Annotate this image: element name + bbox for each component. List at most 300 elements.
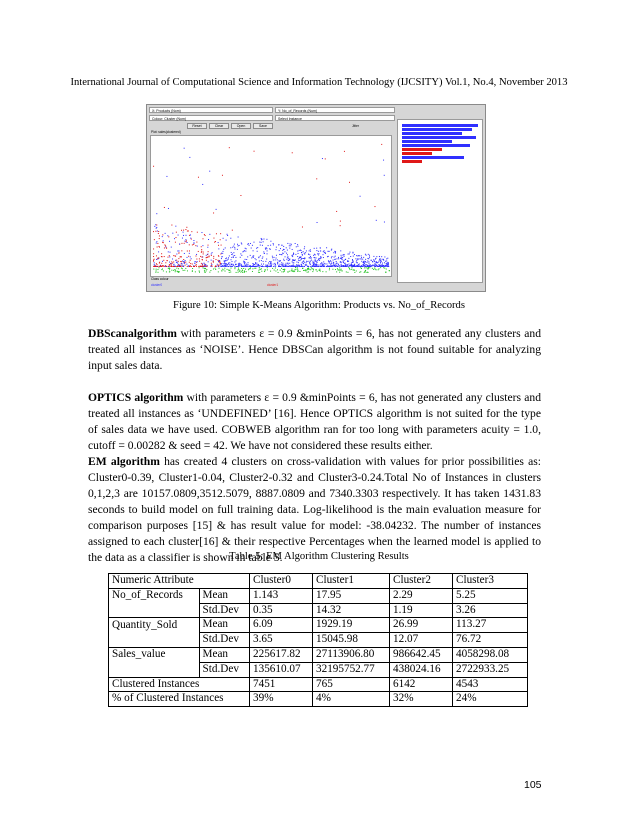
plot-point <box>266 259 267 260</box>
plot-point <box>181 265 182 266</box>
plot-point <box>278 265 279 266</box>
plot-point <box>185 260 186 261</box>
plot-point <box>305 258 306 259</box>
plot-point <box>312 262 313 263</box>
legend-bar <box>402 152 432 155</box>
plot-point <box>221 263 222 264</box>
plot-point <box>305 265 306 266</box>
table-row <box>109 677 528 692</box>
plot-point <box>171 247 172 248</box>
plot-point <box>372 261 373 262</box>
plot-point <box>303 266 304 267</box>
plot-point <box>260 245 261 246</box>
plot-point <box>379 265 380 266</box>
plot-point <box>371 260 372 261</box>
scatter-svg <box>151 136 391 276</box>
plot-point <box>186 235 187 236</box>
plot-point <box>250 255 251 256</box>
plot-point <box>299 250 300 251</box>
attribute-cell-empty <box>109 633 200 648</box>
plot-point <box>284 269 285 270</box>
plot-point <box>172 263 173 264</box>
plot-point <box>257 251 258 252</box>
select-instance-dropdown[interactable]: Select Instance <box>275 115 395 121</box>
table-row <box>109 603 528 618</box>
plot-point <box>156 269 157 270</box>
plot-point <box>333 260 334 261</box>
plot-point <box>171 265 172 266</box>
reset-button[interactable]: Reset <box>187 123 207 129</box>
plot-point <box>291 244 292 245</box>
plot-point <box>279 250 280 251</box>
page-number: 105 <box>524 779 542 791</box>
figure-caption: Figure 10: Simple K-Means Algorithm: Products vs. No_of_Records <box>173 300 465 311</box>
plot-point <box>273 243 274 244</box>
plot-point <box>252 266 253 267</box>
plot-point <box>185 268 186 269</box>
plot-point <box>339 269 340 270</box>
plot-point <box>280 266 281 267</box>
plot-point <box>320 257 321 258</box>
plot-point <box>175 271 176 272</box>
plot-point <box>261 268 262 269</box>
plot-point <box>180 261 181 262</box>
legend-bar <box>402 132 462 135</box>
plot-point <box>259 242 260 243</box>
plot-point <box>304 246 305 247</box>
plot-point <box>256 263 257 264</box>
value-cell: 4543 <box>453 677 528 692</box>
plot-point <box>183 261 184 262</box>
plot-point <box>293 262 294 263</box>
plot-point <box>375 258 376 259</box>
value-cell: 39% <box>250 692 313 707</box>
plot-point <box>383 160 384 161</box>
plot-point <box>195 245 196 246</box>
plot-point <box>223 266 224 267</box>
plot-point <box>296 262 297 263</box>
plot-point <box>202 245 203 246</box>
value-cell: 26.99 <box>390 618 453 633</box>
plot-point <box>180 266 181 267</box>
plot-point <box>353 256 354 257</box>
plot-point <box>175 266 176 267</box>
plot-point <box>297 270 298 271</box>
legend-bar <box>402 124 478 127</box>
value-cell: 27113906.80 <box>313 647 390 662</box>
plot-point <box>264 266 265 267</box>
plot-point <box>271 266 272 267</box>
plot-point <box>172 233 173 234</box>
plot-point <box>158 272 159 273</box>
plot-point <box>153 231 154 232</box>
plot-point <box>181 230 182 231</box>
plot-point <box>332 266 333 267</box>
scatter-plot[interactable] <box>150 135 392 277</box>
plot-point <box>188 230 189 231</box>
plot-point <box>317 266 318 267</box>
plot-point <box>156 213 157 214</box>
table-row <box>109 662 528 677</box>
plot-point <box>307 272 308 273</box>
save-button[interactable]: Save <box>253 123 273 129</box>
plot-point <box>260 255 261 256</box>
plot-point <box>169 269 170 270</box>
plot-point <box>238 236 239 237</box>
plot-point <box>258 270 259 271</box>
plot-point <box>245 265 246 266</box>
plot-point <box>299 257 300 258</box>
plot-point <box>343 260 344 261</box>
plot-point <box>275 266 276 267</box>
plot-point <box>333 266 334 267</box>
em-results-table <box>108 573 528 707</box>
plot-point <box>285 264 286 265</box>
plot-point <box>163 240 164 241</box>
plot-point <box>202 184 203 185</box>
plot-point <box>201 246 202 247</box>
plot-point <box>382 264 383 265</box>
plot-point <box>284 251 285 252</box>
plot-point <box>160 265 161 266</box>
plot-point <box>234 255 235 256</box>
plot-point <box>312 271 313 272</box>
plot-point <box>309 254 310 255</box>
plot-point <box>215 259 216 260</box>
plot-point <box>265 269 266 270</box>
plot-point <box>242 272 243 273</box>
plot-point <box>284 260 285 261</box>
plot-point <box>185 239 186 240</box>
plot-point <box>380 267 381 268</box>
plot-point <box>255 268 256 269</box>
plot-point <box>179 252 180 253</box>
plot-point <box>312 268 313 269</box>
plot-point <box>182 264 183 265</box>
plot-point <box>277 259 278 260</box>
plot-point <box>292 261 293 262</box>
plot-point <box>190 256 191 257</box>
plot-point <box>329 269 330 270</box>
plot-point <box>302 255 303 256</box>
plot-point <box>279 254 280 255</box>
plot-point <box>215 241 216 242</box>
plot-point <box>222 175 223 176</box>
plot-point <box>248 262 249 263</box>
plot-point <box>281 271 282 272</box>
plot-point <box>204 270 205 271</box>
plot-point <box>221 258 222 259</box>
plot-point <box>358 255 359 256</box>
plot-point <box>329 266 330 267</box>
plot-point <box>306 265 307 266</box>
plot-point <box>318 253 319 254</box>
plot-point <box>166 271 167 272</box>
plot-point <box>322 271 323 272</box>
plot-point <box>245 248 246 249</box>
plot-point <box>184 241 185 242</box>
plot-point <box>383 259 384 260</box>
plot-point <box>241 243 242 244</box>
plot-point <box>169 264 170 265</box>
plot-point <box>270 249 271 250</box>
plot-point <box>315 254 316 255</box>
plot-point <box>272 268 273 269</box>
plot-point <box>261 239 262 240</box>
plot-point <box>176 260 177 261</box>
plot-point <box>245 262 246 263</box>
plot-point <box>199 261 200 262</box>
plot-point <box>302 227 303 228</box>
open-button[interactable]: Open <box>231 123 251 129</box>
plot-point <box>206 255 207 256</box>
plot-point <box>258 264 259 265</box>
plot-point <box>222 269 223 270</box>
plot-point <box>259 272 260 273</box>
plot-point <box>253 255 254 256</box>
plot-point <box>260 265 261 266</box>
plot-point <box>269 261 270 262</box>
plot-point <box>294 266 295 267</box>
plot-point <box>323 265 324 266</box>
plot-point <box>218 245 219 246</box>
plot-point <box>197 246 198 247</box>
plot-point <box>178 250 179 251</box>
plot-point <box>262 256 263 257</box>
plot-point <box>327 256 328 257</box>
plot-point <box>349 269 350 270</box>
plot-point <box>336 265 337 266</box>
legend-bar <box>402 136 476 139</box>
table-row <box>109 692 528 707</box>
plot-point <box>340 225 341 226</box>
plot-point <box>213 212 214 213</box>
plot-point <box>353 269 354 270</box>
plot-point <box>363 264 364 265</box>
plot-point <box>205 235 206 236</box>
plot-point <box>235 257 236 258</box>
plot-point <box>264 253 265 254</box>
plot-point <box>379 260 380 261</box>
em-text: has created 4 clusters on cross-validation with values for prior possibilities as: Cluster0-0.39, Cluster1-0.04, Cluster2-0.32 and Cluster3-0.24.Total No of Instances in clusters 0,1,2,3 are 10157.0809,3512.5079, 8887.0809 and 7340.3303 respectively. It has taken 1431.83 seconds to build model on full training data. Log-likelihood is the main evaluation measure for comparison purposes [15] & has result value for model: -38.04232. The number of instances assigned to each cluster[16] & their respective Percentages when the learned model is applied to the data as a classifier is shown in table 5. <box>88 455 541 564</box>
plot-point <box>266 248 267 249</box>
plot-point <box>236 264 237 265</box>
plot-point <box>339 266 340 267</box>
plot-point <box>244 262 245 263</box>
plot-point <box>183 235 184 236</box>
plot-point <box>383 267 384 268</box>
value-cell: 225617.82 <box>250 647 313 662</box>
plot-point <box>269 266 270 267</box>
plot-point <box>340 221 341 222</box>
plot-point <box>220 264 221 265</box>
plot-point <box>377 262 378 263</box>
plot-point <box>359 258 360 259</box>
plot-point <box>171 225 172 226</box>
plot-point <box>352 266 353 267</box>
plot-point <box>204 268 205 269</box>
plot-point <box>310 249 311 250</box>
plot-point <box>263 251 264 252</box>
plot-point <box>326 247 327 248</box>
value-cell: 3.65 <box>250 633 313 648</box>
plot-point <box>178 271 179 272</box>
value-cell: 24% <box>453 692 528 707</box>
value-cell: 6.09 <box>250 618 313 633</box>
plot-point <box>354 254 355 255</box>
plot-point <box>232 247 233 248</box>
plot-point <box>230 272 231 273</box>
optics-text: with parameters ε = 0.9 &minPoints = 6, has not generated any clusters and treated all instances as ‘UNDEFINED’ [16]. Hence OPTICS algorithm is not suited for the type of sales data we have used. COBWEB algorithm ran for too long with parameters acuity = 1.0, cutoff = 0.00282 & seed = 42. We have not considered these results either. <box>88 391 541 452</box>
plot-point <box>208 256 209 257</box>
plot-point <box>231 264 232 265</box>
plot-point <box>251 248 252 249</box>
plot-point <box>284 270 285 271</box>
value-cell: 6142 <box>390 677 453 692</box>
plot-point <box>301 252 302 253</box>
plot-point <box>360 267 361 268</box>
plot-point <box>309 257 310 258</box>
clear-button[interactable]: Clear <box>209 123 229 129</box>
plot-point <box>342 270 343 271</box>
plot-point <box>297 246 298 247</box>
plot-point <box>174 238 175 239</box>
plot-point <box>345 259 346 260</box>
plot-point <box>199 272 200 273</box>
colour-selector[interactable]: Colour: Cluster (Nom) <box>149 115 273 121</box>
plot-point <box>308 261 309 262</box>
legend-bar <box>402 128 472 131</box>
plot-point <box>375 263 376 264</box>
plot-point <box>232 230 233 231</box>
plot-point <box>169 271 170 272</box>
plot-point <box>157 243 158 244</box>
plot-point <box>311 257 312 258</box>
plot-point <box>372 268 373 269</box>
plot-point <box>315 259 316 260</box>
plot-point <box>190 263 191 264</box>
plot-point <box>354 272 355 273</box>
plot-point <box>279 264 280 265</box>
plot-point <box>380 266 381 267</box>
plot-point <box>209 234 210 235</box>
plot-point <box>184 270 185 271</box>
plot-point <box>249 268 250 269</box>
plot-point <box>169 262 170 263</box>
plot-point <box>185 262 186 263</box>
plot-point <box>251 257 252 258</box>
plot-point <box>323 251 324 252</box>
plot-point <box>271 265 272 266</box>
plot-point <box>290 266 291 267</box>
plot-point <box>335 264 336 265</box>
plot-point <box>201 232 202 233</box>
plot-point <box>286 247 287 248</box>
plot-point <box>373 269 374 270</box>
plot-point <box>161 266 162 267</box>
plot-point <box>343 266 344 267</box>
plot-point <box>159 238 160 239</box>
plot-point <box>189 244 190 245</box>
plot-point <box>349 182 350 183</box>
plot-point <box>201 263 202 264</box>
plot-point <box>374 260 375 261</box>
plot-point <box>387 264 388 265</box>
plot-point <box>157 264 158 265</box>
plot-point <box>333 263 334 264</box>
plot-point <box>186 241 187 242</box>
plot-point <box>162 261 163 262</box>
plot-point <box>211 253 212 254</box>
y-axis-selector[interactable]: Y: No_of_Records (Num) <box>275 107 395 113</box>
plot-point <box>286 266 287 267</box>
plot-point <box>299 271 300 272</box>
plot-point <box>295 269 296 270</box>
plot-point <box>176 232 177 233</box>
plot-point <box>161 253 162 254</box>
plot-point <box>344 260 345 261</box>
plot-point <box>349 265 350 266</box>
plot-point <box>193 243 194 244</box>
plot-point <box>191 258 192 259</box>
plot-point <box>280 254 281 255</box>
plot-point <box>320 263 321 264</box>
optics-term: OPTICS algorithm <box>88 391 184 404</box>
plot-point <box>282 250 283 251</box>
x-axis-selector[interactable]: X: Products (Nom) <box>149 107 273 113</box>
plot-point <box>268 245 269 246</box>
plot-point <box>193 240 194 241</box>
plot-point <box>277 269 278 270</box>
plot-point <box>357 265 358 266</box>
plot-point <box>182 268 183 269</box>
plot-point <box>231 268 232 269</box>
plot-point <box>256 259 257 260</box>
plot-point <box>353 266 354 267</box>
table-row <box>109 618 528 633</box>
plot-point <box>210 266 211 267</box>
plot-point <box>200 256 201 257</box>
plot-point <box>257 247 258 248</box>
plot-point <box>171 266 172 267</box>
plot-point <box>237 249 238 250</box>
plot-point <box>231 257 232 258</box>
plot-point <box>308 268 309 269</box>
plot-point <box>154 264 155 265</box>
plot-point <box>266 265 267 266</box>
plot-point <box>261 266 262 267</box>
plot-point <box>335 269 336 270</box>
plot-point <box>384 256 385 257</box>
plot-point <box>240 195 241 196</box>
plot-point <box>365 270 366 271</box>
plot-point <box>363 262 364 263</box>
plot-point <box>341 265 342 266</box>
plot-point <box>268 263 269 264</box>
plot-point <box>233 257 234 258</box>
plot-point <box>281 264 282 265</box>
plot-point <box>298 260 299 261</box>
plot-point <box>369 257 370 258</box>
plot-point <box>155 231 156 232</box>
plot-point <box>187 251 188 252</box>
plot-point <box>231 261 232 262</box>
plot-point <box>255 263 256 264</box>
plot-point <box>277 262 278 263</box>
plot-point <box>281 254 282 255</box>
plot-point <box>234 261 235 262</box>
plot-point <box>341 258 342 259</box>
